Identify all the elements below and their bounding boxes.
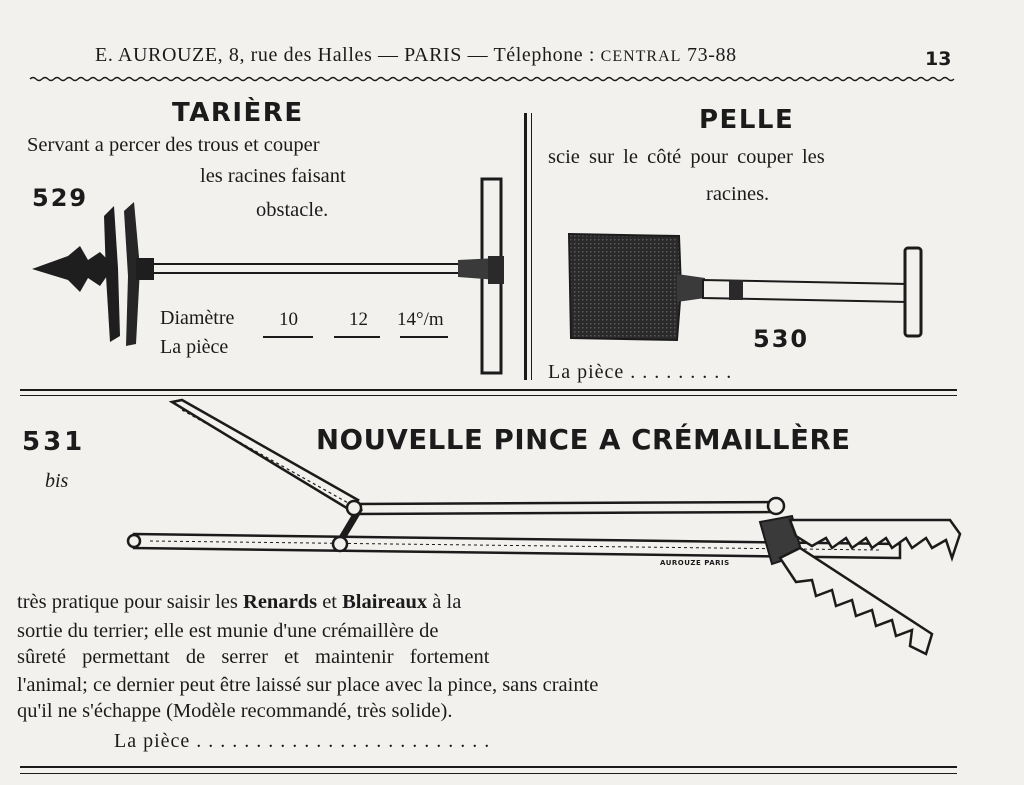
diameter-underline [334, 336, 380, 338]
diameter-value: 12 [349, 309, 368, 330]
column-divider [524, 113, 527, 380]
pince-body-line: qu'il ne s'échappe (Modèle recommandé, très solide). [17, 700, 453, 722]
section-rule [20, 395, 957, 396]
item-number-531: 531 [22, 427, 86, 457]
pince-body-line: très pratique pour saisir les Renards et Blaireaux à la [17, 591, 462, 613]
pince-body-line: sûreté permettant de serrer et maintenir fortement [17, 646, 490, 668]
bottom-rule [20, 766, 957, 768]
tariere-description-line: Servant a percer des trous et couper [27, 134, 320, 156]
price-label-pelle: La pièce . . . . . . . . . [548, 361, 733, 383]
tariere-description-line: obstacle. [256, 199, 329, 221]
item-suffix-bis: bis [45, 470, 69, 492]
header-wavy-rule [30, 76, 955, 82]
item-number-530: 530 [753, 325, 810, 353]
tariere-description-line: les racines faisant [200, 165, 346, 187]
phone-exchange: CENTRAL [600, 48, 682, 65]
phone-number: 73-88 [681, 44, 737, 66]
city: PARIS [404, 44, 463, 66]
pince-body-line: l'animal; ce dernier peut être laissé sur place avec la pince, sans crainte [17, 674, 599, 696]
price-label-tariere: La pièce [160, 336, 229, 358]
bottom-rule [20, 773, 957, 774]
pelle-description-line: racines. [706, 183, 770, 205]
shovel-illustration [565, 230, 930, 345]
title-tariere: TARIÈRE [172, 98, 304, 128]
title-pelle: PELLE [699, 105, 795, 135]
item-number-529: 529 [32, 184, 89, 212]
price-label-pince: La pièce . . . . . . . . . . . . . . . . . . . . . . . . . [114, 730, 491, 752]
diameter-underline [263, 336, 313, 338]
keyword-renards: Renards [243, 591, 318, 613]
page-number: 13 [925, 48, 952, 70]
keyword-blaireaux: Blaireaux [342, 591, 428, 613]
section-rule [20, 389, 957, 391]
diameter-label: Diamètre [160, 307, 235, 329]
shop-address: E. AUROUZE, 8, rue des Halles [95, 44, 373, 66]
title-pince: NOUVELLE PINCE A CRÉMAILLÈRE [316, 424, 851, 456]
page-header: E. AUROUZE, 8, rue des Halles — PARIS — Télephone : CENTRAL 73-88 [95, 44, 737, 66]
diameter-underline [400, 336, 448, 338]
pince-body-line: sortie du terrier; elle est munie d'une crémaillère de [17, 620, 439, 642]
auger-illustration [28, 176, 508, 376]
brand-mark: AUROUZE PARIS [660, 559, 730, 567]
pelle-description-line: scie sur le côté pour couper les [548, 146, 825, 168]
phone-label: Télephone : [493, 44, 601, 66]
diameter-value: 10 [279, 309, 298, 330]
diameter-value: 14°/m [397, 309, 444, 330]
column-divider [531, 113, 532, 380]
